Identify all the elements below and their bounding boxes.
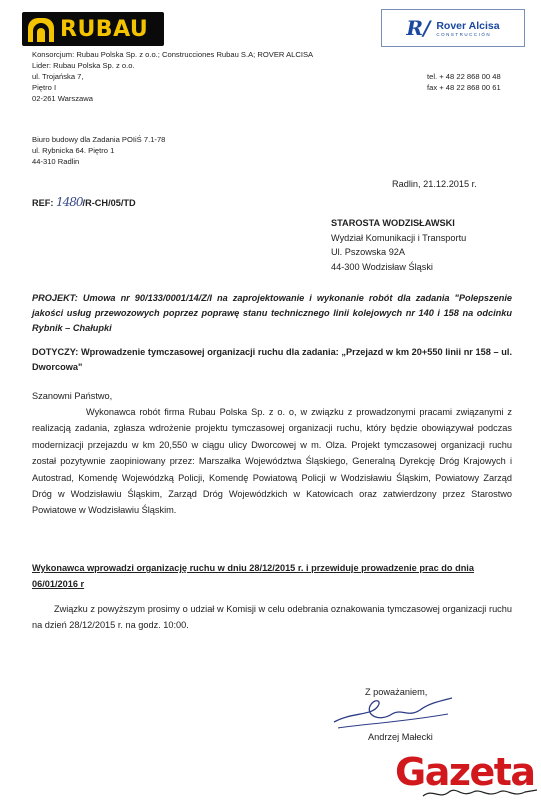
recipient-line: Wydział Komunikacji i Transportu bbox=[331, 232, 467, 243]
reference-line bbox=[32, 195, 136, 211]
recipient-line: 44-300 Wodzisław Śląski bbox=[331, 261, 433, 272]
rover-logo-mark-icon: R/ bbox=[406, 16, 431, 40]
salutation: Szanowni Państwo, bbox=[32, 391, 113, 401]
header-line: Piętro I bbox=[32, 83, 57, 92]
recipient-line: Ul. Pszowska 92A bbox=[331, 247, 406, 257]
handwritten-signature bbox=[328, 692, 458, 734]
ref-suffix: /R-CH/05/TD bbox=[82, 198, 136, 208]
header-line: Lider: Rubau Polska Sp. z o.o. bbox=[32, 61, 135, 70]
subject-text: Wprowadzenie tymczasowej organizacji ruchu dla zadania: „Przejazd w km 20+550 linii nr 158 – ul. Dworcowa" bbox=[32, 347, 512, 373]
project-text: Umowa nr 90/133/0001/14/Z/I na zaprojektowanie i wykonanie robót dla zadania "Polepszenie jakości usług przewozowych poprzez poprawę stanu technicznego linii kolejowych nr 140 i 158 na odcinku Rybnik – Chałupki bbox=[32, 293, 512, 334]
ref-handwritten-number: 1480 bbox=[56, 195, 83, 209]
gazeta-watermark-text: Gazeta bbox=[395, 750, 535, 794]
rubau-logo-text: RUBAU bbox=[60, 16, 149, 42]
project-section bbox=[32, 291, 512, 337]
site-office-line: ul. Rybnicka 64. Piętro 1 bbox=[32, 146, 115, 155]
schedule-notice: Wykonawca wprowadzi organizację ruchu w dniu 28/12/2015 r. i przewiduje prowadzenie prac do dnia 06/01/2016 r bbox=[32, 563, 474, 590]
tel-number: tel. + 48 22 868 00 48 bbox=[427, 72, 501, 81]
site-office-line: 44-310 Radlin bbox=[32, 157, 80, 166]
consortium-header bbox=[32, 49, 313, 104]
rover-logo-sub: CONSTRUCCIÓN bbox=[436, 31, 492, 37]
body-paragraph-1: Wykonawca robót firma Rubau Polska Sp. z o. o, w związku z prowadzonymi pracami związanymi z realizacją zadania, zgłasza wdrożenie projektu tymczasowej organizacji ruchu, który będzie obowiązywał podczas modernizacji przejazdu w km 20,550 w ciągu ulicy Dworcowej w m. Olza. Projekt tymczasowej organizacji ruchu został pozytywnie zaopiniowany przez: Marszałka Województwa Śląskiego, Generalną Dyrekcję Dróg Krajowych i Autostrad, Komendę Wojewódzką Policji, Komendę Powiatową Policji w Wodzisławiu Śląskim, Powiatowy Zarząd Dróg w Wodzisławiu Śląskim, Zarząd Dróg Wojewódzkich w Katowicach oraz zatwierdzony przez Starostwo Powiatowe w Wodzisławiu Śląskim. bbox=[32, 407, 512, 516]
subject-label: DOTYCZY: bbox=[32, 347, 79, 357]
recipient-name: STAROSTA WODZISŁAWSKI bbox=[331, 218, 455, 228]
contact-phones bbox=[427, 71, 501, 93]
fax-number: fax + 48 22 868 00 61 bbox=[427, 83, 501, 92]
rover-alcisa-logo bbox=[381, 9, 525, 47]
rubau-logo bbox=[22, 12, 164, 46]
ref-label: REF: bbox=[32, 198, 54, 208]
header-line: ul. Trojańska 7, bbox=[32, 72, 84, 81]
rubau-logo-mark-icon bbox=[22, 12, 60, 46]
watermark-script-icon bbox=[421, 786, 539, 800]
project-label: PROJEKT: bbox=[32, 293, 78, 303]
rover-logo-name: Rover Alcisa bbox=[436, 19, 500, 32]
closing-phrase: Z poważaniem, bbox=[365, 687, 428, 697]
signer-name: Andrzej Małecki bbox=[368, 732, 433, 742]
body-paragraph-2: Związku z powyższym prosimy o udział w Komisji w celu odebrania oznakowania tymczasowej organizacji ruchu na dzień 28/12/2015 r. na godz. 10:00. bbox=[32, 604, 512, 631]
gazeta-watermark bbox=[393, 752, 541, 800]
site-office-line: Biuro budowy dla Zadania POIiŚ 7.1-78 bbox=[32, 135, 166, 144]
header-line: Konsorcjum: Rubau Polska Sp. z o.o.; Construcciones Rubau S.A; ROVER ALCISA bbox=[32, 50, 314, 59]
subject-section bbox=[32, 345, 512, 375]
recipient-address bbox=[331, 216, 466, 274]
header-line: 02-261 Warszawa bbox=[32, 94, 93, 103]
site-office-address bbox=[32, 134, 165, 167]
letter-date: Radlin, 21.12.2015 r. bbox=[392, 179, 477, 189]
